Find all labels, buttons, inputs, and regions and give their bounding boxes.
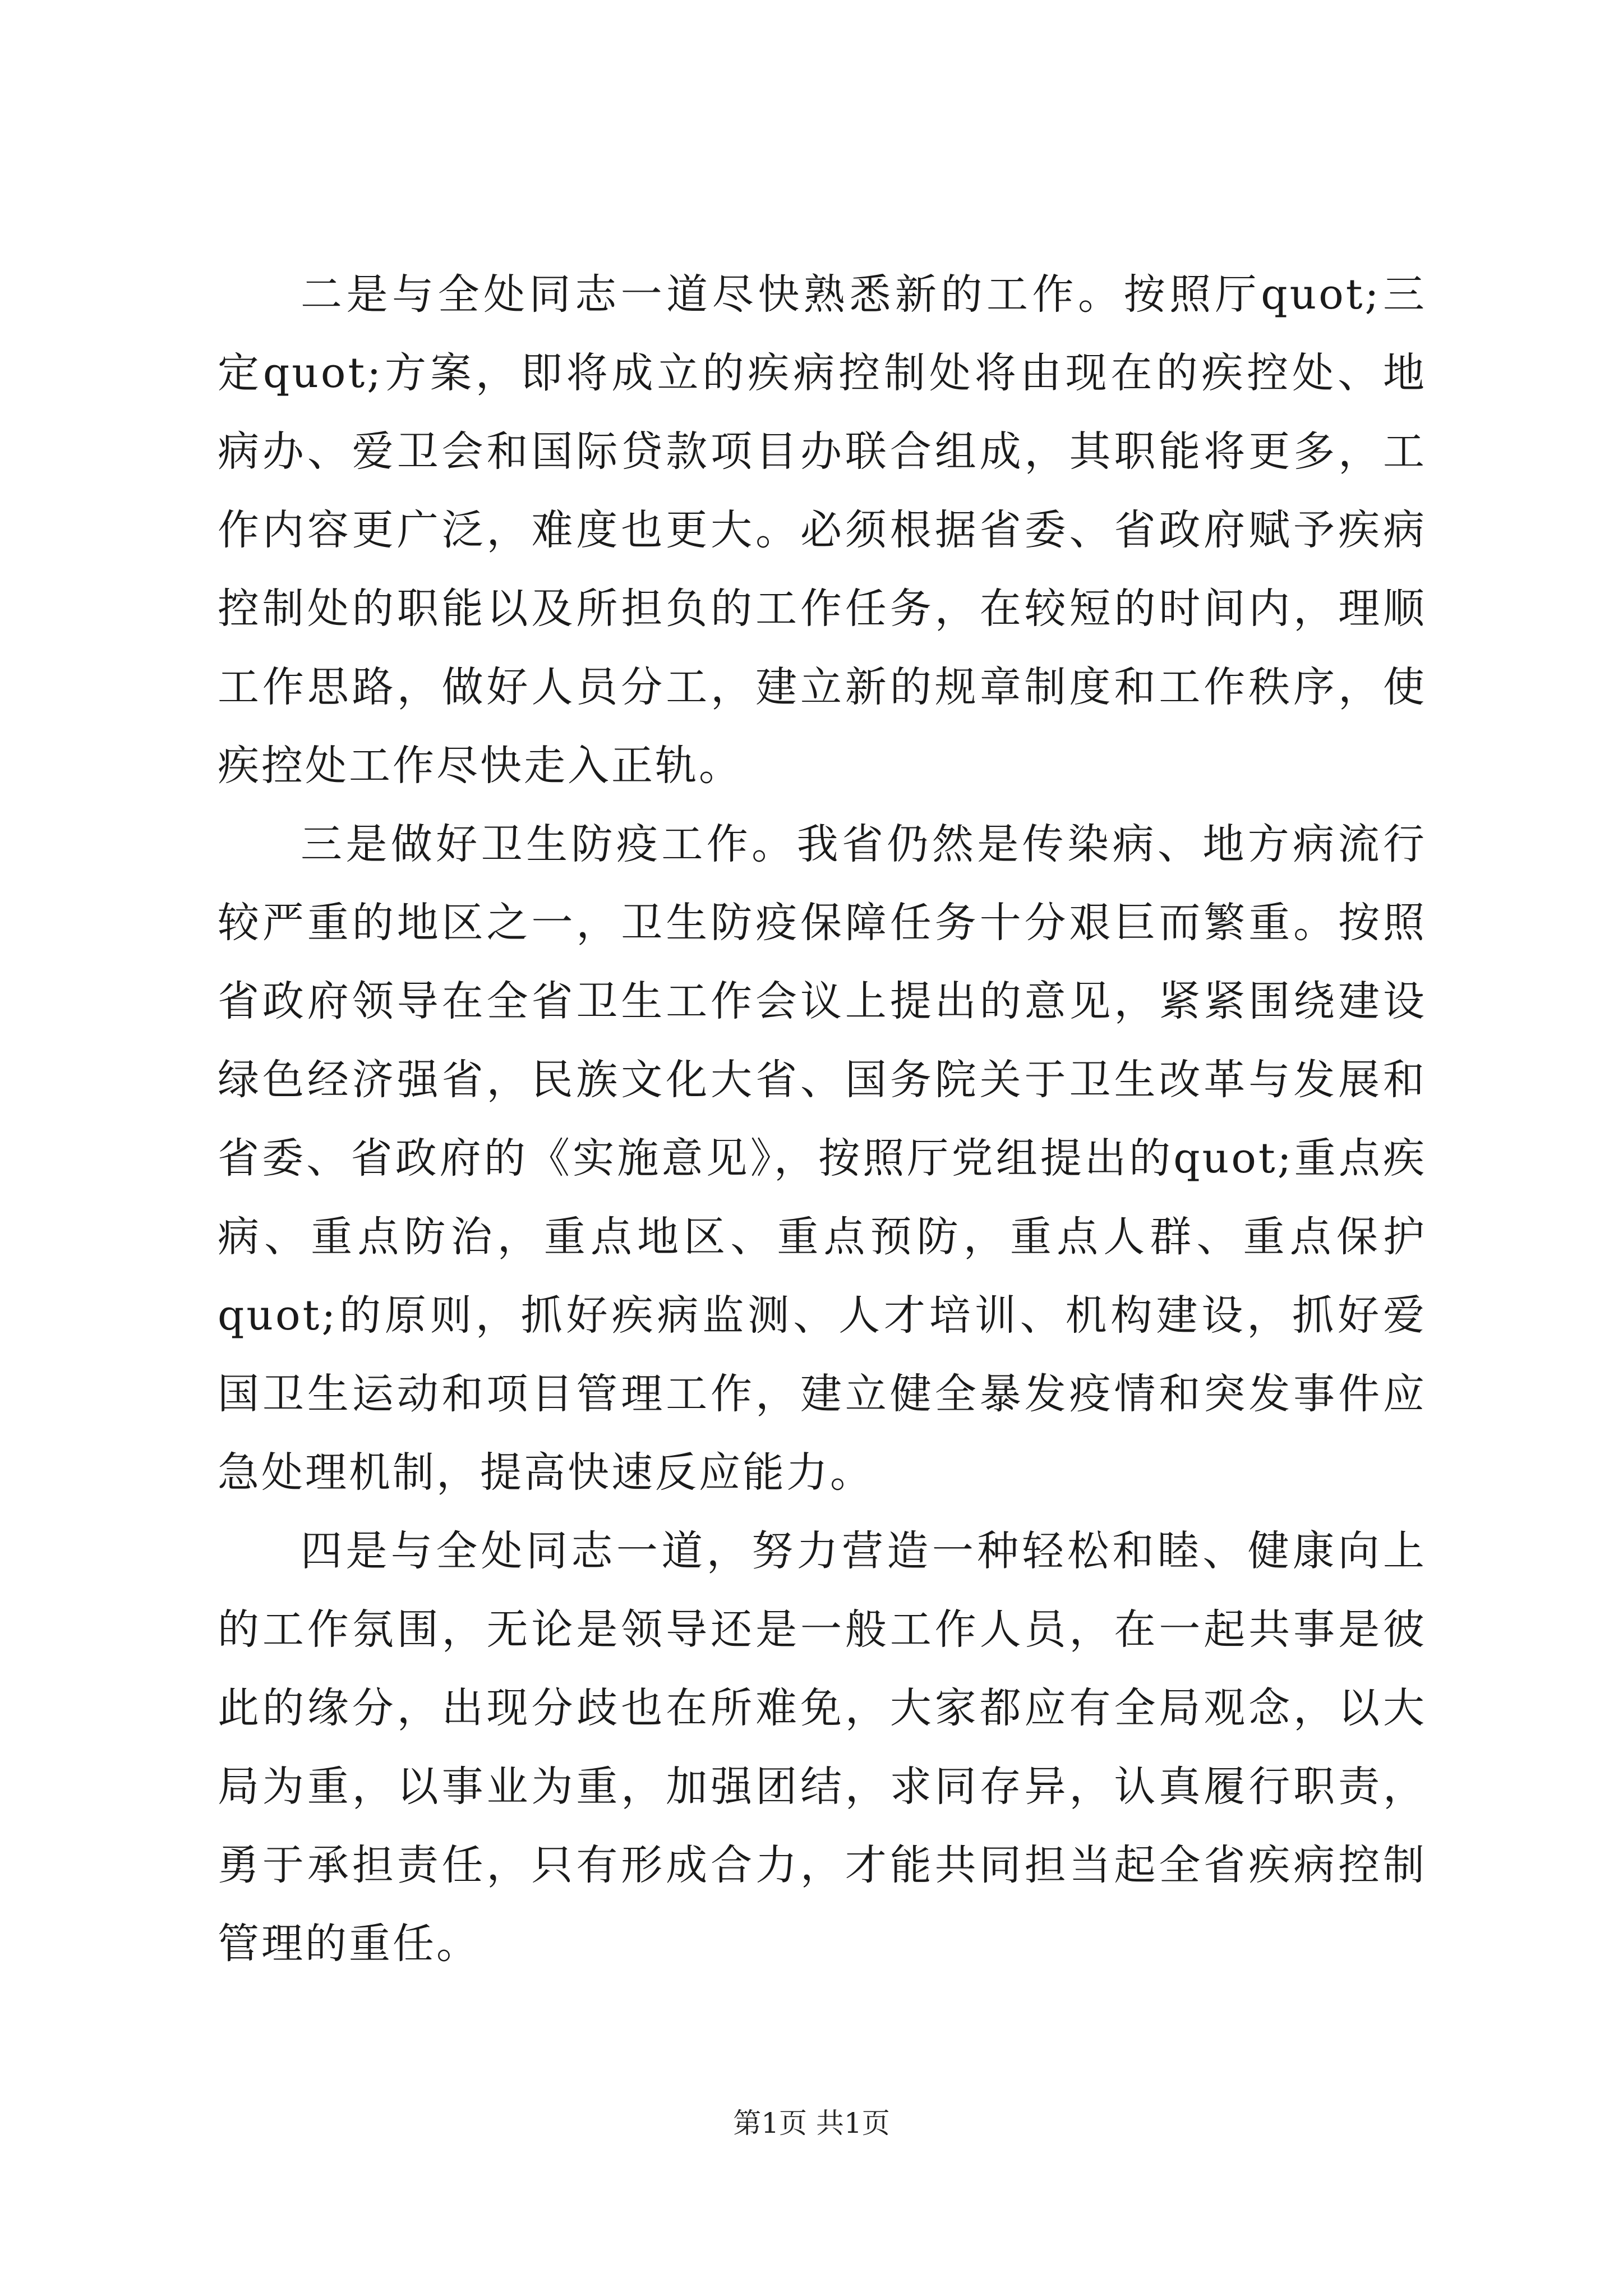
paragraph-3: 四是与全处同志一道，努力营造一种轻松和睦、健康向上的工作氛围，无论是领导还是一般工作人员，在一起共事是彼此的缘分，出现分歧也在所难免，大家都应有全局观念，以大局为重，以事业为重，加强团结，求同存异，认真履行职责，勇于承担责任，只有形成合力，才能共同担当起全省疾病控制管理的重任。 bbox=[218, 1527, 1427, 1968]
document-body bbox=[218, 255, 1427, 1983]
paragraph-2: 三是做好卫生防疫工作。我省仍然是传染病、地方病流行较严重的地区之一，卫生防疫保障任务十分艰巨而繁重。按照省政府领导在全省卫生工作会议上提出的意见，紧紧围绕建设绿色经济强省，民族文化大省、国务院关于卫生改革与发展和省委、省政府的《实施意见》，按照厅党组提出的quot;重点疾病、重点防治，重点地区、重点预防，重点人群、重点保护quot;的原则，抓好疾病监测、人才培训、机构建设，抓好爱国卫生运动和项目管理工作，建立健全暴发疫情和突发事件应急处理机制，提高快速反应能力。 bbox=[218, 820, 1427, 1497]
paragraph-1: 二是与全处同志一道尽快熟悉新的工作。按照厅quot;三定quot;方案，即将成立的疾病控制处将由现在的疾控处、地病办、爱卫会和国际贷款项目办联合组成，其职能将更多，工作内容更广泛，难度也更大。必须根据省委、省政府赋予疾病控制处的职能以及所担负的工作任务，在较短的时间内，理顺工作思路，做好人员分工，建立新的规章制度和工作秩序，使疾控处工作尽快走入正轨。 bbox=[218, 270, 1427, 790]
page-footer: 第1页 共1页 bbox=[733, 2107, 890, 2139]
